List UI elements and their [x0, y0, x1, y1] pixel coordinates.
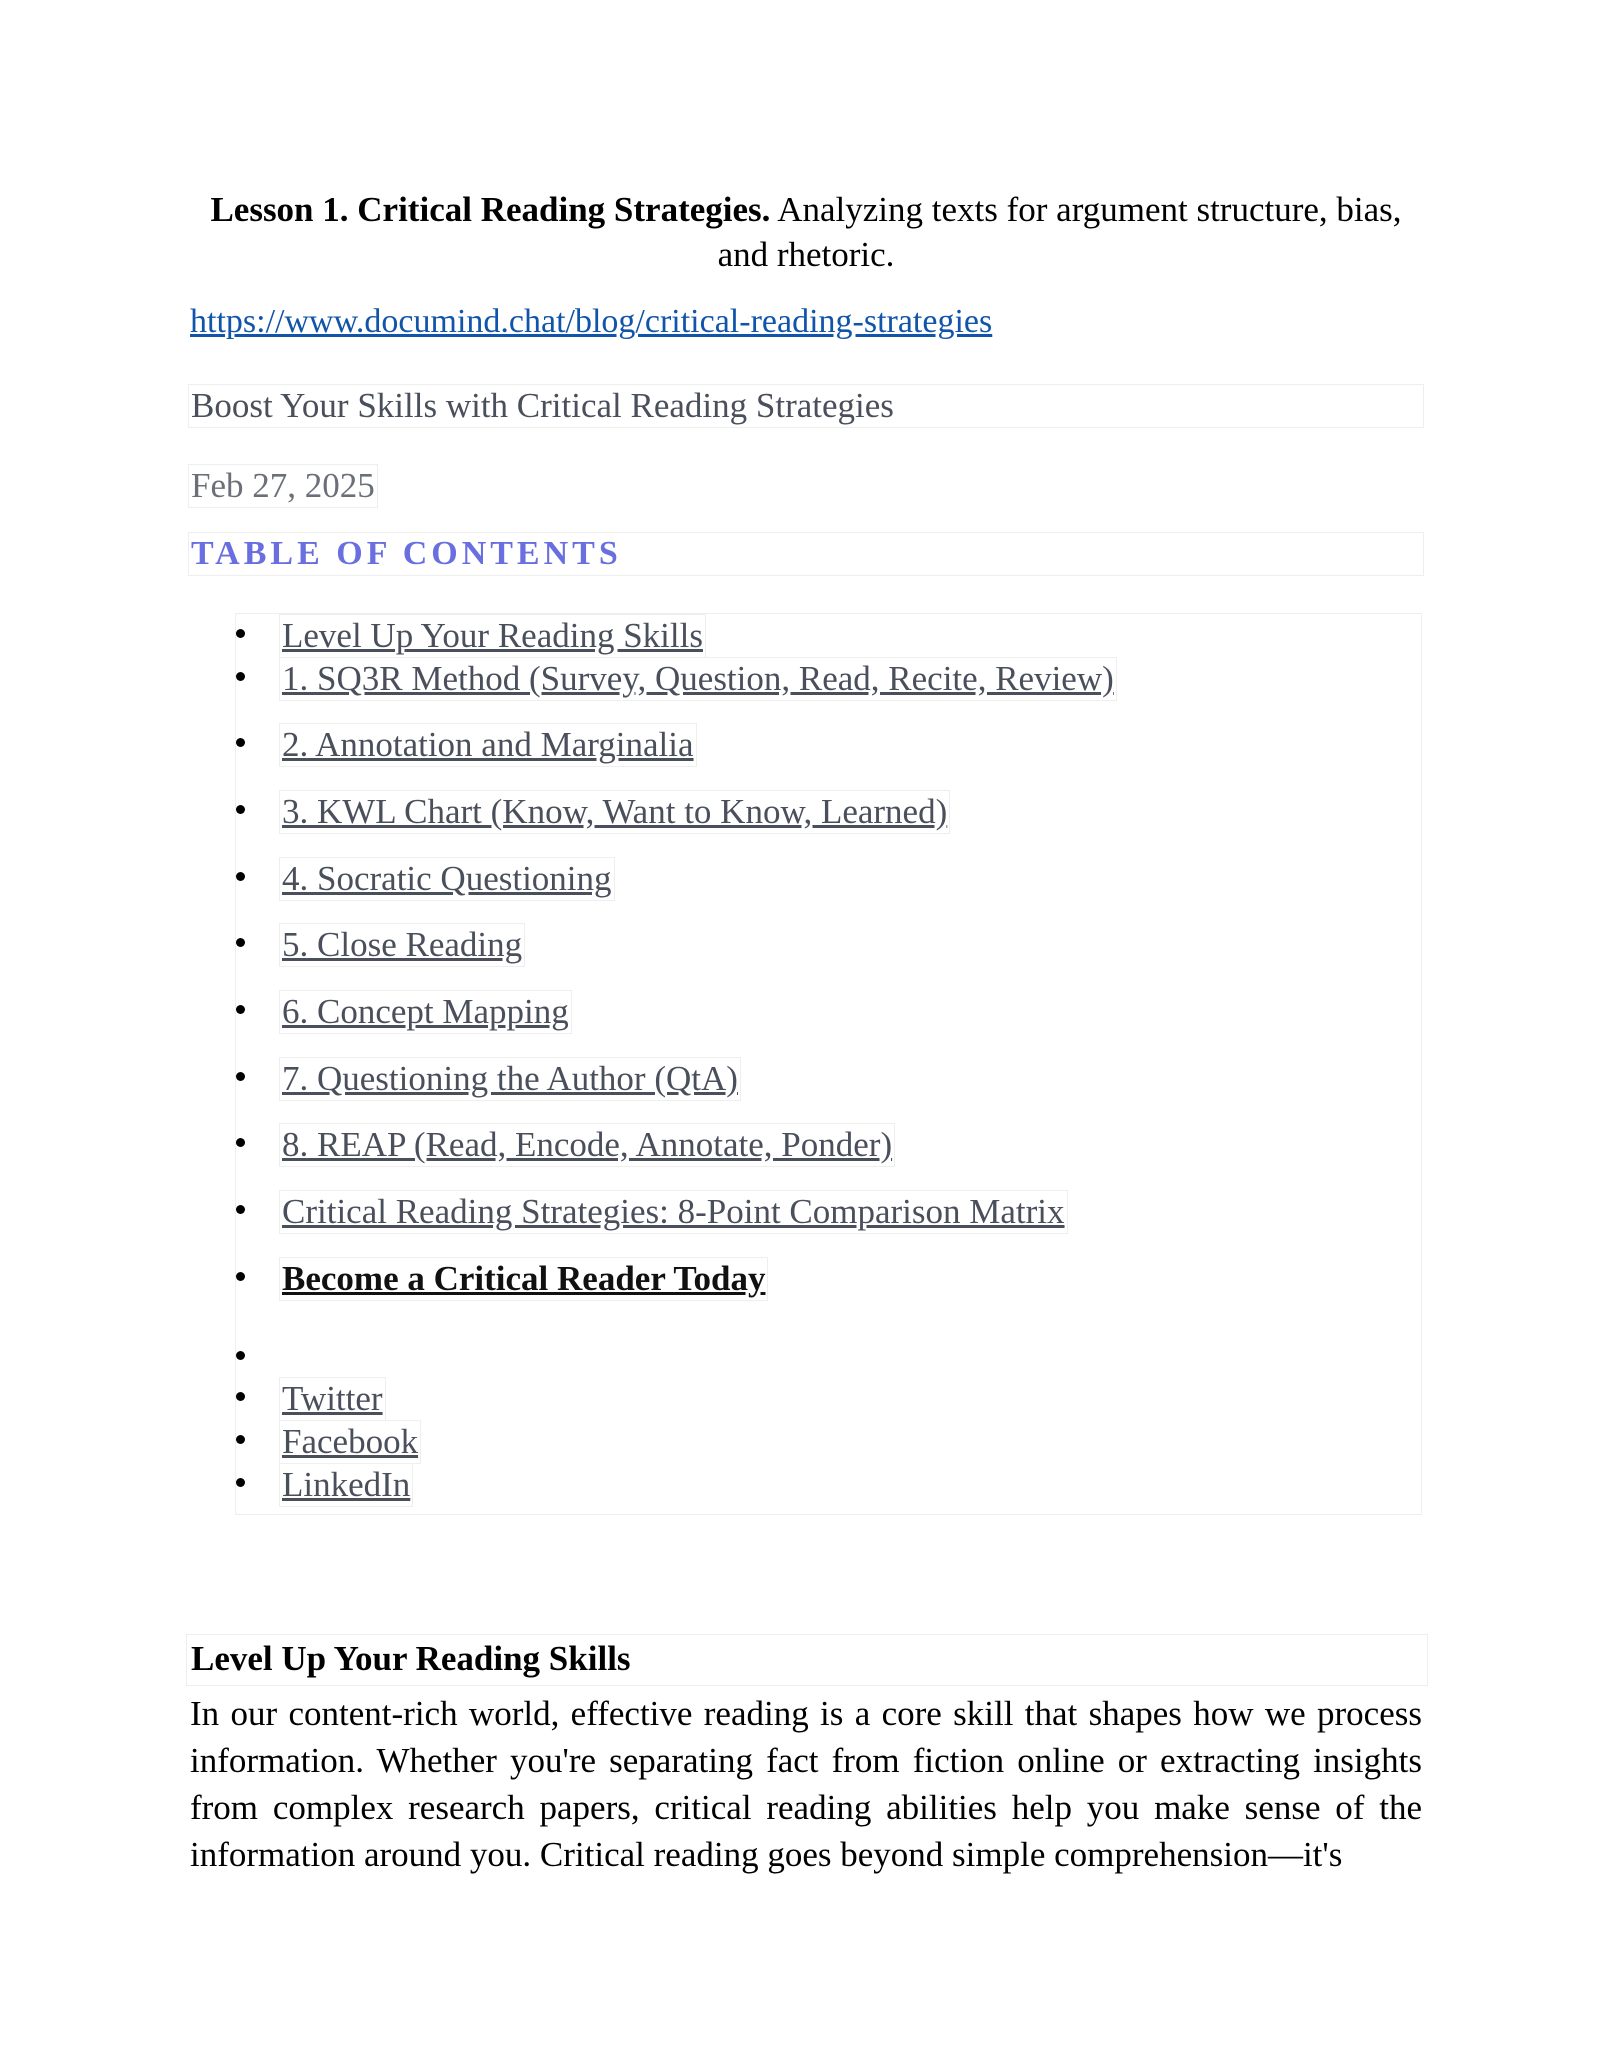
lesson-title [190, 187, 1422, 277]
bullet-icon [236, 1072, 245, 1081]
toc-link-qta[interactable]: 7. Questioning the Author (QtA) [279, 1057, 741, 1101]
share-twitter-link[interactable]: Twitter [279, 1377, 386, 1421]
toc-link-close-reading[interactable]: 5. Close Reading [279, 923, 525, 967]
toc-link-level-up[interactable]: Level Up Your Reading Skills [279, 614, 706, 658]
bullet-icon [236, 738, 245, 747]
section-heading: Level Up Your Reading Skills [186, 1634, 1428, 1686]
bullet-icon [236, 805, 245, 814]
lesson-title-bold: Lesson 1. Critical Reading Strategies. [210, 190, 771, 229]
bullet-icon [236, 1205, 245, 1214]
bullet-icon [236, 629, 245, 638]
bullet-icon [236, 1478, 245, 1487]
section-body-text: In our content-rich world, effective reading is a core skill that shapes how we process information. Whether you're separating fact from fiction online or extracting insights from complex research papers, critical reading abilities help you make sense of the information around you. Critical reading goes beyond simple comprehension—it's [190, 1694, 1422, 1874]
share-facebook-link[interactable]: Facebook [279, 1420, 421, 1464]
toc-heading: TABLE OF CONTENTS [188, 532, 1424, 576]
bullet-icon [236, 1272, 245, 1281]
toc-link-socratic[interactable]: 4. Socratic Questioning [279, 857, 615, 901]
share-linkedin-link[interactable]: LinkedIn [279, 1463, 413, 1507]
toc-link-reap[interactable]: 8. REAP (Read, Encode, Annotate, Ponder) [279, 1123, 895, 1167]
article-date: Feb 27, 2025 [188, 464, 378, 508]
toc-link-comparison-matrix[interactable]: Critical Reading Strategies: 8-Point Comparison Matrix [279, 1190, 1068, 1234]
bullet-icon [236, 938, 245, 947]
toc-link-become-critical-reader[interactable]: Become a Critical Reader Today [279, 1257, 768, 1301]
table-of-contents [235, 613, 1422, 1515]
bullet-icon [236, 1005, 245, 1014]
toc-link-annotation[interactable]: 2. Annotation and Marginalia [279, 723, 697, 767]
toc-link-kwl[interactable]: 3. KWL Chart (Know, Want to Know, Learned) [279, 790, 950, 834]
bullet-icon [236, 1351, 245, 1360]
toc-link-concept-mapping[interactable]: 6. Concept Mapping [279, 990, 572, 1034]
source-url-link[interactable]: https://www.documind.chat/blog/critical-reading-strategies [190, 303, 993, 340]
bullet-icon [236, 1435, 245, 1444]
article-subtitle: Boost Your Skills with Critical Reading Strategies [188, 384, 1424, 428]
bullet-icon [236, 1138, 245, 1147]
bullet-icon [236, 672, 245, 681]
bullet-icon [236, 872, 245, 881]
toc-link-sq3r[interactable]: 1. SQ3R Method (Survey, Question, Read, Recite, Review) [279, 657, 1117, 701]
bullet-icon [236, 1392, 245, 1401]
lesson-title-description: Analyzing texts for argument structure, bias, and rhetoric. [717, 190, 1402, 274]
